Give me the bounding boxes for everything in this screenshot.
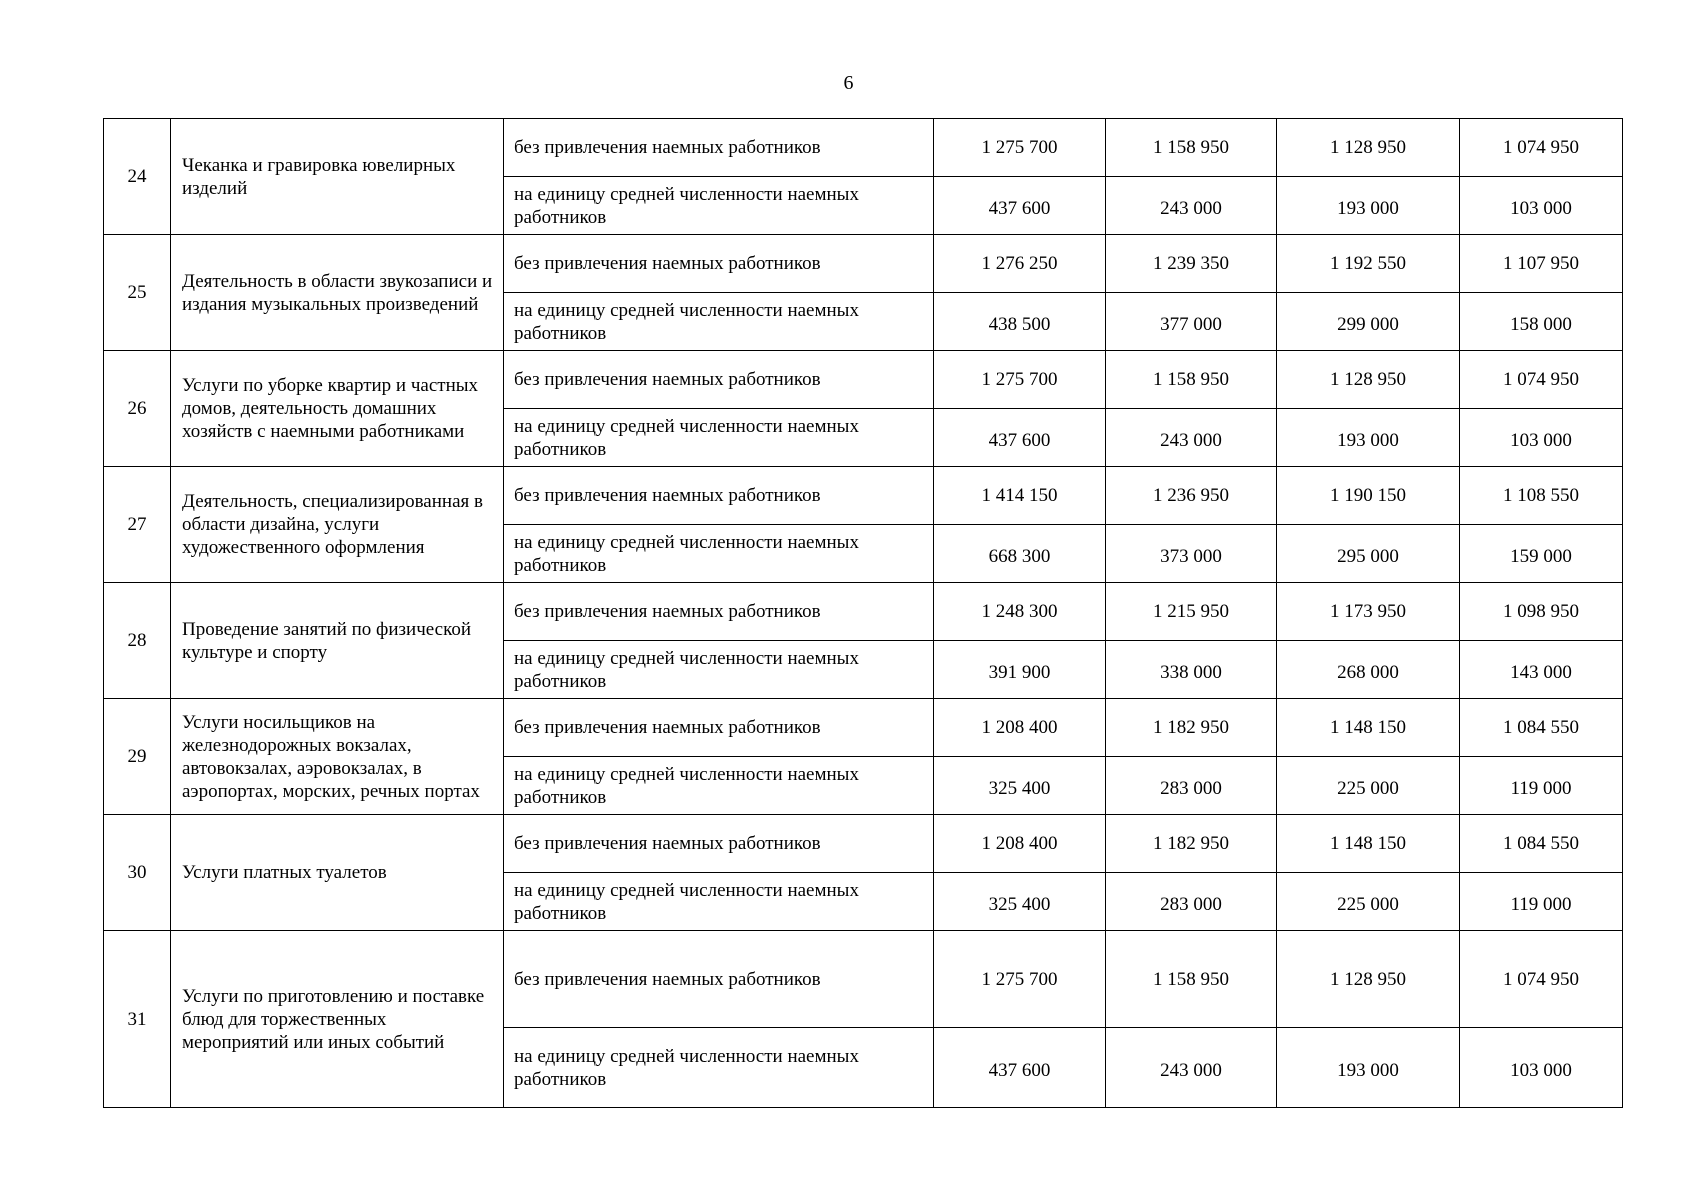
row-number: 27 <box>104 467 171 583</box>
income-value: 668 300 <box>934 525 1106 583</box>
condition-per-employee: на единицу средней численности наемных работников <box>504 293 934 351</box>
income-value: 283 000 <box>1106 757 1277 815</box>
row-number: 24 <box>104 119 171 235</box>
condition-without-employees: без привлечения наемных работников <box>504 119 934 177</box>
condition-per-employee: на единицу средней численности наемных работников <box>504 757 934 815</box>
condition-per-employee: на единицу средней численности наемных работников <box>504 873 934 931</box>
activity-name: Чеканка и гравировка ювелирных изделий <box>171 119 504 235</box>
condition-per-employee: на единицу средней численности наемных работников <box>504 1028 934 1108</box>
income-value: 1 128 950 <box>1277 931 1460 1028</box>
income-value: 1 275 700 <box>934 931 1106 1028</box>
activity-name: Деятельность в области звукозаписи и издания музыкальных произведений <box>171 235 504 351</box>
income-value: 103 000 <box>1460 1028 1623 1108</box>
activity-name: Услуги по уборке квартир и частных домов, деятельность домашних хозяйств с наемными работниками <box>171 351 504 467</box>
income-value: 103 000 <box>1460 177 1623 235</box>
income-value: 1 128 950 <box>1277 351 1460 409</box>
condition-per-employee: на единицу средней численности наемных работников <box>504 525 934 583</box>
income-value: 1 074 950 <box>1460 119 1623 177</box>
condition-without-employees: без привлечения наемных работников <box>504 235 934 293</box>
income-value: 1 107 950 <box>1460 235 1623 293</box>
income-value: 1 192 550 <box>1277 235 1460 293</box>
activity-name: Услуги по приготовлению и поставке блюд для торжественных мероприятий или иных событий <box>171 931 504 1108</box>
income-value: 1 414 150 <box>934 467 1106 525</box>
income-value: 193 000 <box>1277 1028 1460 1108</box>
activity-name: Услуги носильщиков на железнодорожных вокзалах, автовокзалах, аэровокзалах, в аэропортах, морских, речных портах <box>171 699 504 815</box>
table-row <box>104 235 1623 293</box>
income-value: 325 400 <box>934 757 1106 815</box>
income-value: 268 000 <box>1277 641 1460 699</box>
income-value: 119 000 <box>1460 873 1623 931</box>
condition-per-employee: на единицу средней численности наемных работников <box>504 641 934 699</box>
income-value: 325 400 <box>934 873 1106 931</box>
income-value: 437 600 <box>934 1028 1106 1108</box>
condition-without-employees: без привлечения наемных работников <box>504 583 934 641</box>
row-number: 30 <box>104 815 171 931</box>
income-value: 377 000 <box>1106 293 1277 351</box>
income-value: 1 084 550 <box>1460 815 1623 873</box>
activity-name: Проведение занятий по физической культуре и спорту <box>171 583 504 699</box>
income-value: 283 000 <box>1106 873 1277 931</box>
income-value: 1 275 700 <box>934 351 1106 409</box>
row-number: 28 <box>104 583 171 699</box>
income-value: 1 158 950 <box>1106 119 1277 177</box>
income-value: 1 248 300 <box>934 583 1106 641</box>
table-row <box>104 699 1623 757</box>
table-row <box>104 351 1623 409</box>
income-value: 158 000 <box>1460 293 1623 351</box>
income-value: 243 000 <box>1106 409 1277 467</box>
income-value: 1 148 150 <box>1277 699 1460 757</box>
income-value: 1 275 700 <box>934 119 1106 177</box>
income-value: 143 000 <box>1460 641 1623 699</box>
condition-without-employees: без привлечения наемных работников <box>504 815 934 873</box>
condition-without-employees: без привлечения наемных работников <box>504 351 934 409</box>
income-value: 193 000 <box>1277 409 1460 467</box>
income-value: 1 236 950 <box>1106 467 1277 525</box>
income-value: 438 500 <box>934 293 1106 351</box>
income-value: 1 098 950 <box>1460 583 1623 641</box>
table-row <box>104 583 1623 641</box>
income-value: 1 239 350 <box>1106 235 1277 293</box>
income-value: 437 600 <box>934 409 1106 467</box>
income-value: 1 182 950 <box>1106 699 1277 757</box>
income-value: 1 173 950 <box>1277 583 1460 641</box>
income-value: 1 190 150 <box>1277 467 1460 525</box>
income-value: 243 000 <box>1106 177 1277 235</box>
page-number: 6 <box>843 72 854 94</box>
table-row <box>104 931 1623 1028</box>
income-value: 193 000 <box>1277 177 1460 235</box>
potential-income-table <box>103 118 1623 1108</box>
income-value: 1 208 400 <box>934 815 1106 873</box>
income-value: 119 000 <box>1460 757 1623 815</box>
row-number: 29 <box>104 699 171 815</box>
income-value: 1 182 950 <box>1106 815 1277 873</box>
income-value: 1 084 550 <box>1460 699 1623 757</box>
income-value: 159 000 <box>1460 525 1623 583</box>
income-value: 103 000 <box>1460 409 1623 467</box>
income-value: 1 074 950 <box>1460 351 1623 409</box>
table-row <box>104 815 1623 873</box>
income-value: 391 900 <box>934 641 1106 699</box>
condition-per-employee: на единицу средней численности наемных работников <box>504 177 934 235</box>
row-number: 25 <box>104 235 171 351</box>
income-value: 243 000 <box>1106 1028 1277 1108</box>
row-number: 31 <box>104 931 171 1108</box>
condition-without-employees: без привлечения наемных работников <box>504 931 934 1028</box>
income-value: 225 000 <box>1277 873 1460 931</box>
activity-name: Деятельность, специализированная в области дизайна, услуги художественного оформления <box>171 467 504 583</box>
income-value: 1 208 400 <box>934 699 1106 757</box>
table-row <box>104 119 1623 177</box>
activity-name: Услуги платных туалетов <box>171 815 504 931</box>
income-value: 1 128 950 <box>1277 119 1460 177</box>
income-value: 299 000 <box>1277 293 1460 351</box>
income-value: 437 600 <box>934 177 1106 235</box>
condition-without-employees: без привлечения наемных работников <box>504 699 934 757</box>
income-value: 225 000 <box>1277 757 1460 815</box>
income-value: 1 108 550 <box>1460 467 1623 525</box>
condition-per-employee: на единицу средней численности наемных работников <box>504 409 934 467</box>
income-value: 1 148 150 <box>1277 815 1460 873</box>
income-value: 1 158 950 <box>1106 351 1277 409</box>
income-value: 1 215 950 <box>1106 583 1277 641</box>
income-value: 373 000 <box>1106 525 1277 583</box>
condition-without-employees: без привлечения наемных работников <box>504 467 934 525</box>
income-value: 1 158 950 <box>1106 931 1277 1028</box>
income-value: 1 276 250 <box>934 235 1106 293</box>
income-value: 1 074 950 <box>1460 931 1623 1028</box>
income-value: 295 000 <box>1277 525 1460 583</box>
table-row <box>104 467 1623 525</box>
income-value: 338 000 <box>1106 641 1277 699</box>
row-number: 26 <box>104 351 171 467</box>
